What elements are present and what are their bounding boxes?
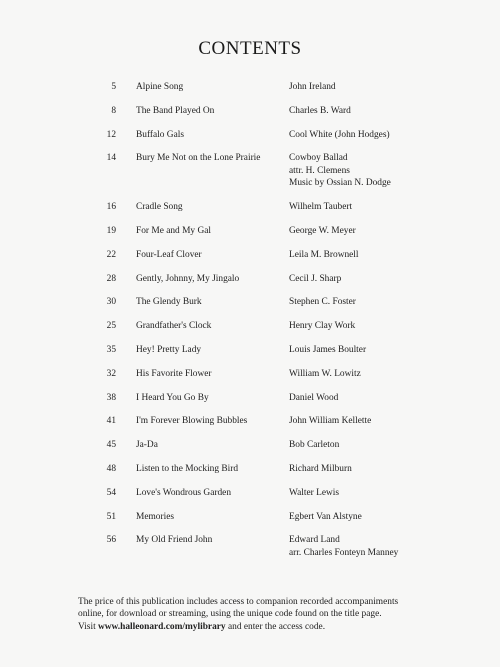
- contents-entry: [0, 439, 500, 452]
- entry-song-title: Cradle Song: [136, 202, 183, 213]
- entry-song-title: Grandfather's Clock: [136, 321, 212, 332]
- entry-page-number: 16: [106, 202, 116, 213]
- entry-composer-line: Henry Clay Work: [289, 321, 356, 332]
- entry-song-title: The Band Played On: [136, 105, 215, 116]
- entry-page-number: 22: [106, 249, 116, 260]
- contents-entry: [0, 344, 500, 357]
- contents-entry: [0, 463, 500, 476]
- entry-page-number: 5: [111, 82, 116, 92]
- entry-composer-line: Walter Lewis: [289, 487, 340, 498]
- entry-song-title: Four-Leaf Clover: [136, 249, 202, 260]
- contents-list: [0, 81, 500, 571]
- entry-composer: [289, 129, 489, 142]
- entry-page-number: 54: [106, 487, 116, 498]
- entry-composer-line: Edward Land: [289, 535, 340, 546]
- entry-song-title: Ja-Da: [136, 440, 158, 451]
- entry-page-number: 14: [106, 153, 116, 164]
- contents-entry: [0, 392, 500, 405]
- contents-entry: [0, 368, 500, 381]
- contents-entry: [0, 129, 500, 142]
- contents-entry: [0, 320, 500, 333]
- entry-composer: [289, 201, 489, 214]
- contents-entry: [0, 534, 500, 559]
- entry-composer: [289, 534, 489, 559]
- entry-song-title: Buffalo Gals: [136, 129, 184, 140]
- entry-page-number: 38: [106, 392, 116, 403]
- entry-song-title: I'm Forever Blowing Bubbles: [136, 416, 248, 427]
- entry-song-title: The Glendy Burk: [136, 297, 202, 308]
- entry-composer-line: Louis James Boulter: [289, 344, 367, 355]
- entry-song-title: Bury Me Not on the Lone Prairie: [136, 153, 261, 164]
- entry-composer: [289, 344, 489, 357]
- entry-composer-line: arr. Charles Fonteyn Manney: [289, 547, 399, 558]
- entry-composer: [289, 368, 489, 381]
- entry-composer-line: attr. H. Clemens: [289, 165, 350, 176]
- footer-url-link[interactable]: www.halleonard.com/mylibrary: [98, 621, 226, 632]
- entry-page-number: 35: [106, 344, 116, 355]
- contents-entry: [0, 511, 500, 524]
- entry-composer: [289, 296, 489, 309]
- entry-composer-line: Leila M. Brownell: [289, 249, 359, 260]
- entry-page-number: 56: [106, 535, 116, 546]
- entry-composer-line: Egbert Van Alstyne: [289, 511, 362, 522]
- contents-entry: [0, 225, 500, 238]
- entry-song-title: Love's Wondrous Garden: [136, 487, 232, 498]
- contents-entry: [0, 105, 500, 118]
- contents-entry: [0, 487, 500, 500]
- entry-composer-line: Bob Carleton: [289, 440, 340, 451]
- entry-song-title: Gently, Johnny, My Jingalo: [136, 273, 240, 284]
- contents-entry: [0, 249, 500, 262]
- page-title: CONTENTS: [198, 38, 302, 59]
- entry-composer-line: Charles B. Ward: [289, 105, 351, 116]
- entry-song-title: Hey! Pretty Lady: [136, 344, 202, 355]
- entry-page-number: 19: [106, 225, 116, 236]
- footer-line-1: The price of this publication includes access to companion recorded accompaniments: [78, 597, 399, 607]
- entry-composer: [289, 392, 489, 405]
- entry-page-number: 8: [111, 105, 116, 116]
- entry-composer-line: George W. Meyer: [289, 225, 356, 236]
- entry-song-title: For Me and My Gal: [136, 225, 211, 236]
- contents-entry: [0, 201, 500, 214]
- entry-page-number: 48: [106, 463, 116, 474]
- entry-composer-line: John William Kellette: [289, 416, 372, 427]
- entry-composer-line: William W. Lowitz: [289, 368, 361, 379]
- entry-song-title: Memories: [136, 511, 175, 522]
- entry-song-title: I Heard You Go By: [136, 392, 209, 403]
- entry-page-number: 45: [106, 440, 116, 451]
- entry-composer: [289, 320, 489, 333]
- entry-composer-line: Cecil J. Sharp: [289, 273, 342, 284]
- contents-entry: [0, 273, 500, 286]
- entry-composer: [289, 81, 489, 94]
- footer-line-2: online, for download or streaming, using the unique code found on the title page.: [78, 609, 382, 620]
- entry-composer: [289, 487, 489, 500]
- entry-composer: [289, 152, 489, 190]
- entry-composer-line: Music by Ossian N. Dodge: [289, 178, 391, 189]
- entry-page-number: 25: [106, 321, 116, 332]
- entry-page-number: 51: [106, 511, 116, 522]
- entry-composer: [289, 225, 489, 238]
- contents-entry: [0, 81, 500, 94]
- entry-composer-line: Cool White (John Hodges): [289, 129, 390, 140]
- entry-song-title: His Favorite Flower: [136, 368, 212, 379]
- entry-composer-line: John Ireland: [289, 82, 336, 92]
- entry-composer: [289, 511, 489, 524]
- entry-composer-line: Stephen C. Foster: [289, 297, 356, 308]
- entry-page-number: 12: [106, 129, 116, 140]
- entry-composer: [289, 439, 489, 452]
- entry-composer-line: Daniel Wood: [289, 392, 339, 403]
- entry-composer: [289, 273, 489, 286]
- footer-rest: and enter the access code.: [227, 621, 326, 632]
- entry-composer-line: Cowboy Ballad: [289, 153, 348, 164]
- entry-song-title: Alpine Song: [136, 82, 184, 92]
- entry-composer: [289, 105, 489, 118]
- entry-composer: [289, 249, 489, 262]
- contents-entry: [0, 152, 500, 190]
- entry-page-number: 30: [106, 297, 116, 308]
- entry-page-number: 32: [106, 368, 116, 379]
- entry-composer: [289, 463, 489, 476]
- entry-composer-line: Wilhelm Taubert: [289, 202, 353, 213]
- entry-composer-line: Richard Milburn: [289, 463, 352, 474]
- entry-song-title: Listen to the Mocking Bird: [136, 463, 239, 474]
- entry-page-number: 28: [106, 273, 116, 284]
- footer-visit: Visit: [78, 621, 96, 632]
- entry-page-number: 41: [106, 416, 116, 427]
- entry-song-title: My Old Friend John: [136, 535, 213, 546]
- contents-entry: [0, 415, 500, 428]
- contents-entry: [0, 296, 500, 309]
- footer-note: [78, 596, 438, 633]
- entry-composer: [289, 415, 489, 428]
